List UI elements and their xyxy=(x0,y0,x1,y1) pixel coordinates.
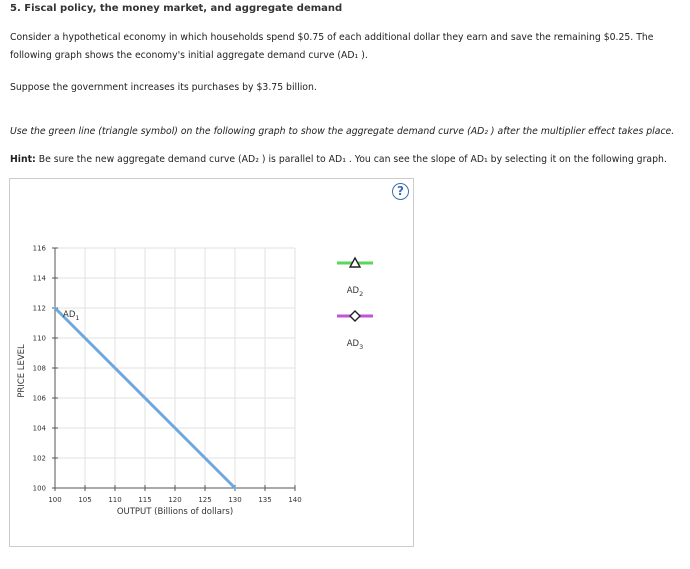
x-tick-label: 120 xyxy=(168,496,182,504)
y-tick-label: 102 xyxy=(32,454,46,463)
y-axis-title: PRICE LEVEL xyxy=(17,344,27,398)
ad1-curve-label-subscript: 1 xyxy=(75,314,80,322)
x-axis-title: OUTPUT (Billions of dollars) xyxy=(116,507,234,517)
question-title: 5. Fiscal policy, the money market, and aggregate demand xyxy=(10,3,343,14)
legend-label: $AD_2$ xyxy=(346,286,364,298)
x-tick-label: 125 xyxy=(198,496,212,504)
ad1-curve-label: $AD_1$ xyxy=(63,310,80,322)
y-tick-label: 108 xyxy=(32,364,46,373)
x-tick-label: 130 xyxy=(228,496,242,504)
x-tick-label: 110 xyxy=(108,496,122,504)
hint-text: Be sure the new aggregate demand curve (AD₂ ) is parallel to AD₁ . You can see the slope of AD₁ by selecting it on the following graph. xyxy=(35,154,667,165)
y-tick-label: 112 xyxy=(32,304,46,313)
x-tick-label: 115 xyxy=(138,496,152,504)
y-tick-label: 104 xyxy=(32,424,46,433)
hint-label: Hint: xyxy=(10,154,36,165)
x-tick-label: 140 xyxy=(288,496,302,504)
y-tick-label: 110 xyxy=(32,334,46,343)
y-tick-label: 106 xyxy=(32,394,46,403)
intro-paragraph: Consider a hypothetical economy in which households spend $0.75 of each additional dollar they earn and save the remaining $0.25. The following graph shows the economy's initial aggregate demand curve (AD₁ ). xyxy=(10,32,654,61)
y-tick-label: 100 xyxy=(32,484,46,493)
y-tick-label: 114 xyxy=(32,274,46,283)
scenario-paragraph: Suppose the government increases its purchases by $3.75 billion. xyxy=(10,82,317,93)
legend-tool-ad3[interactable] xyxy=(337,311,373,351)
legend-label-subscript: 3 xyxy=(359,343,364,351)
x-tick-label: 105 xyxy=(78,496,92,504)
question-circle-icon[interactable]: ? xyxy=(392,183,409,200)
instruction-text: Use the green line (triangle symbol) on the following graph to show the aggregate demand curve (AD₂ ) after the multiplier effect takes place. xyxy=(10,126,675,137)
legend-tool-ad2[interactable] xyxy=(337,258,373,298)
chart-grid xyxy=(55,248,295,488)
x-tick-label: 135 xyxy=(258,496,272,504)
x-tick-label: 100 xyxy=(48,496,62,504)
chart-axes xyxy=(33,245,302,505)
diamond-marker-icon[interactable] xyxy=(350,311,360,321)
legend-label: $AD_3$ xyxy=(346,339,364,351)
chart-legend[interactable] xyxy=(337,258,373,351)
legend-label-subscript: 2 xyxy=(359,290,364,298)
y-tick-label: 116 xyxy=(32,244,46,253)
